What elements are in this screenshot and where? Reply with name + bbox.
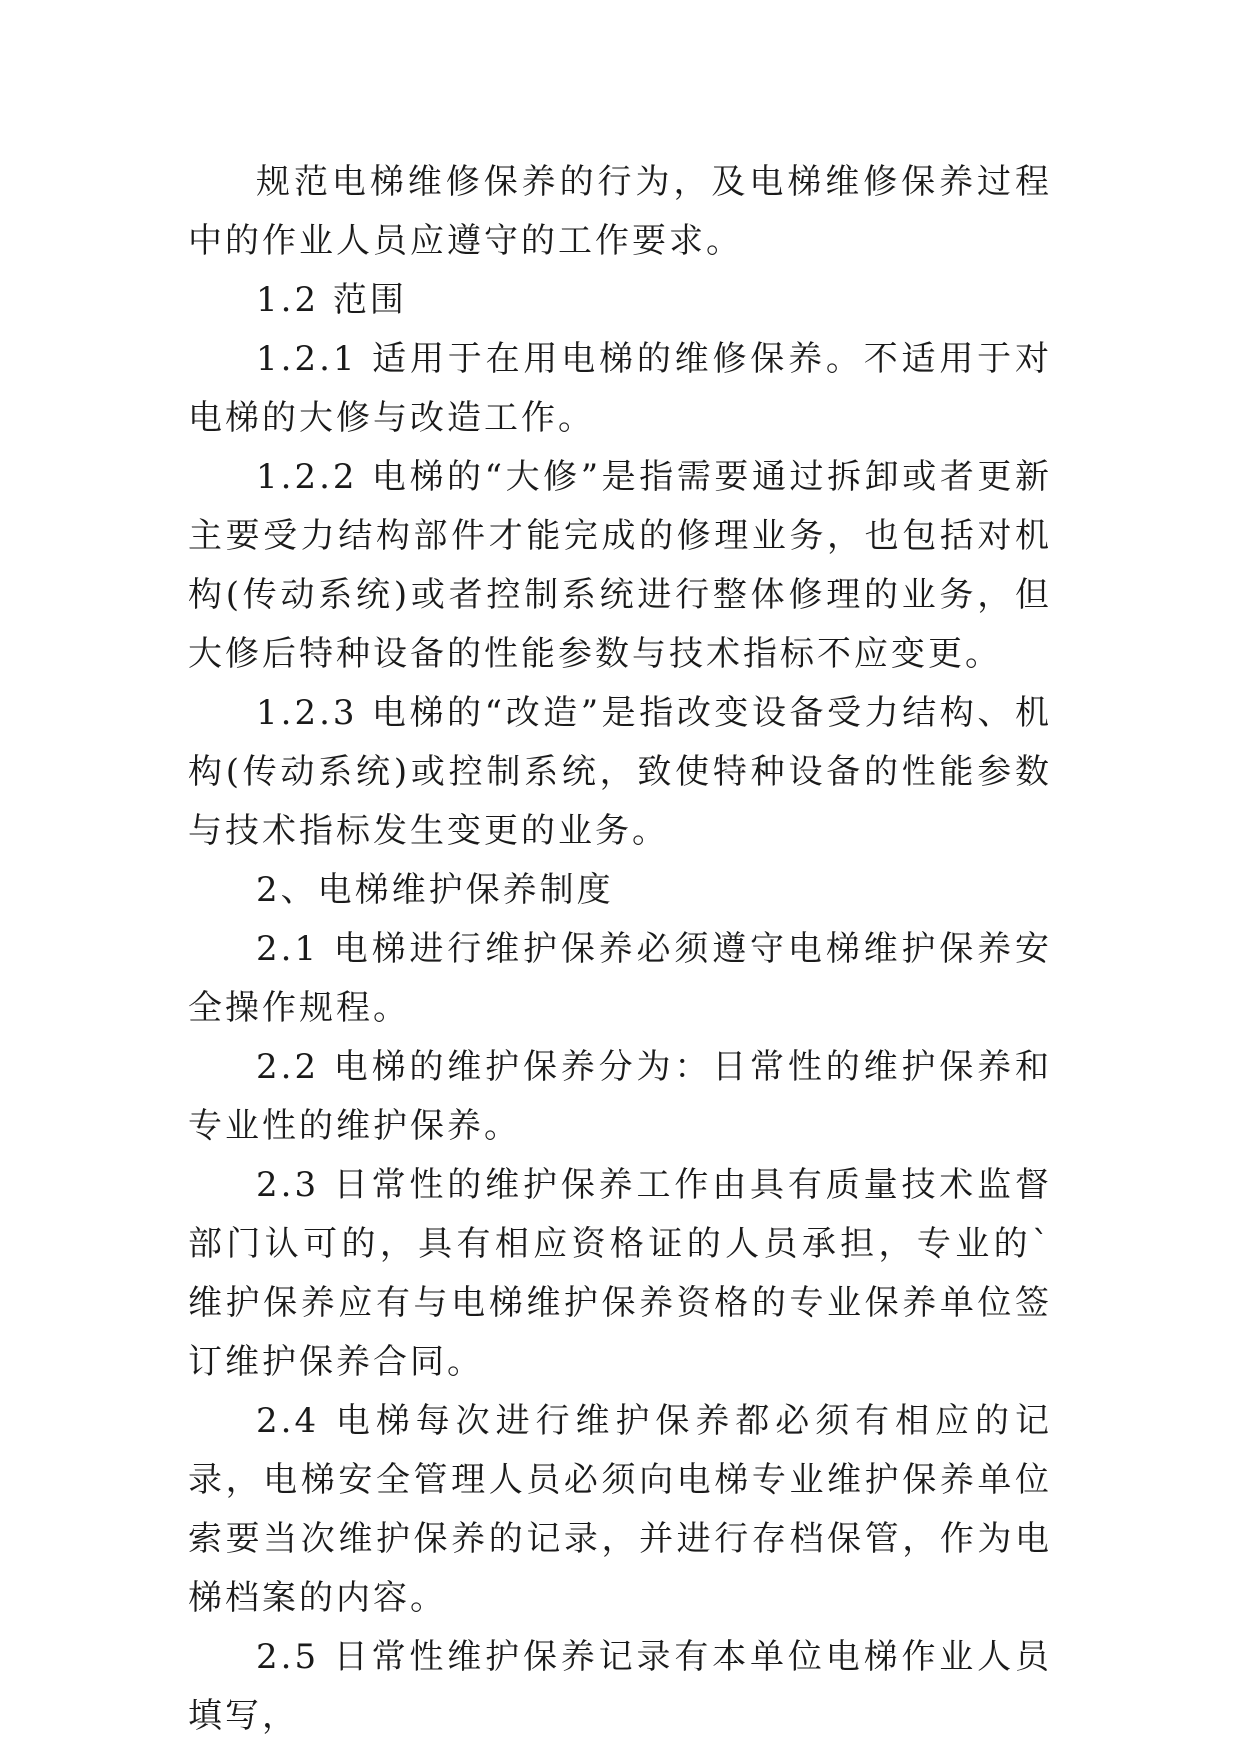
paragraph-1-2-3: 1.2.3 电梯的“改造”是指改变设备受力结构、机构(传动系统)或控制系统，致使特种设备的性能参数与技术指标发生变更的业务。 (188, 693, 1052, 851)
paragraph-1-2-2: 1.2.2 电梯的“大修”是指需要通过拆卸或者更新主要受力结构部件才能完成的修理业务，也包括对机构(传动系统)或者控制系统进行整体修理的业务，但大修后特种设备的性能参数与技术指标不应变更。 (188, 457, 1052, 674)
heading-2-maintenance-system: 2、电梯维护保养制度 (256, 870, 614, 910)
paragraph-purpose-continued: 规范电梯维修保养的行为，及电梯维修保养过程中的作业人员应遵守的工作要求。 (188, 162, 1052, 261)
paragraph-2-4: 2.4 电梯每次进行维护保养都必须有相应的记录，电梯安全管理人员必须向电梯专业维护保养单位索要当次维护保养的记录，并进行存档保管，作为电梯档案的内容。 (188, 1401, 1052, 1618)
paragraph-2-2: 2.2 电梯的维护保养分为：日常性的维护保养和专业性的维护保养。 (188, 1047, 1052, 1146)
document-body (188, 153, 1052, 1746)
heading-1-2-scope: 1.2 范围 (256, 280, 407, 320)
paragraph-2-1: 2.1 电梯进行维护保养必须遵守电梯维护保养安全操作规程。 (188, 929, 1052, 1028)
paragraph-2-5: 2.5 日常性维护保养记录有本单位电梯作业人员填写， (188, 1637, 1052, 1736)
paragraph-1-2-1: 1.2.1 适用于在用电梯的维修保养。不适用于对电梯的大修与改造工作。 (188, 339, 1052, 438)
paragraph-2-3: 2.3 日常性的维护保养工作由具有质量技术监督部门认可的，具有相应资格证的人员承担，专业的`维护保养应有与电梯维护保养资格的专业保养单位签订维护保养合同。 (188, 1165, 1052, 1382)
